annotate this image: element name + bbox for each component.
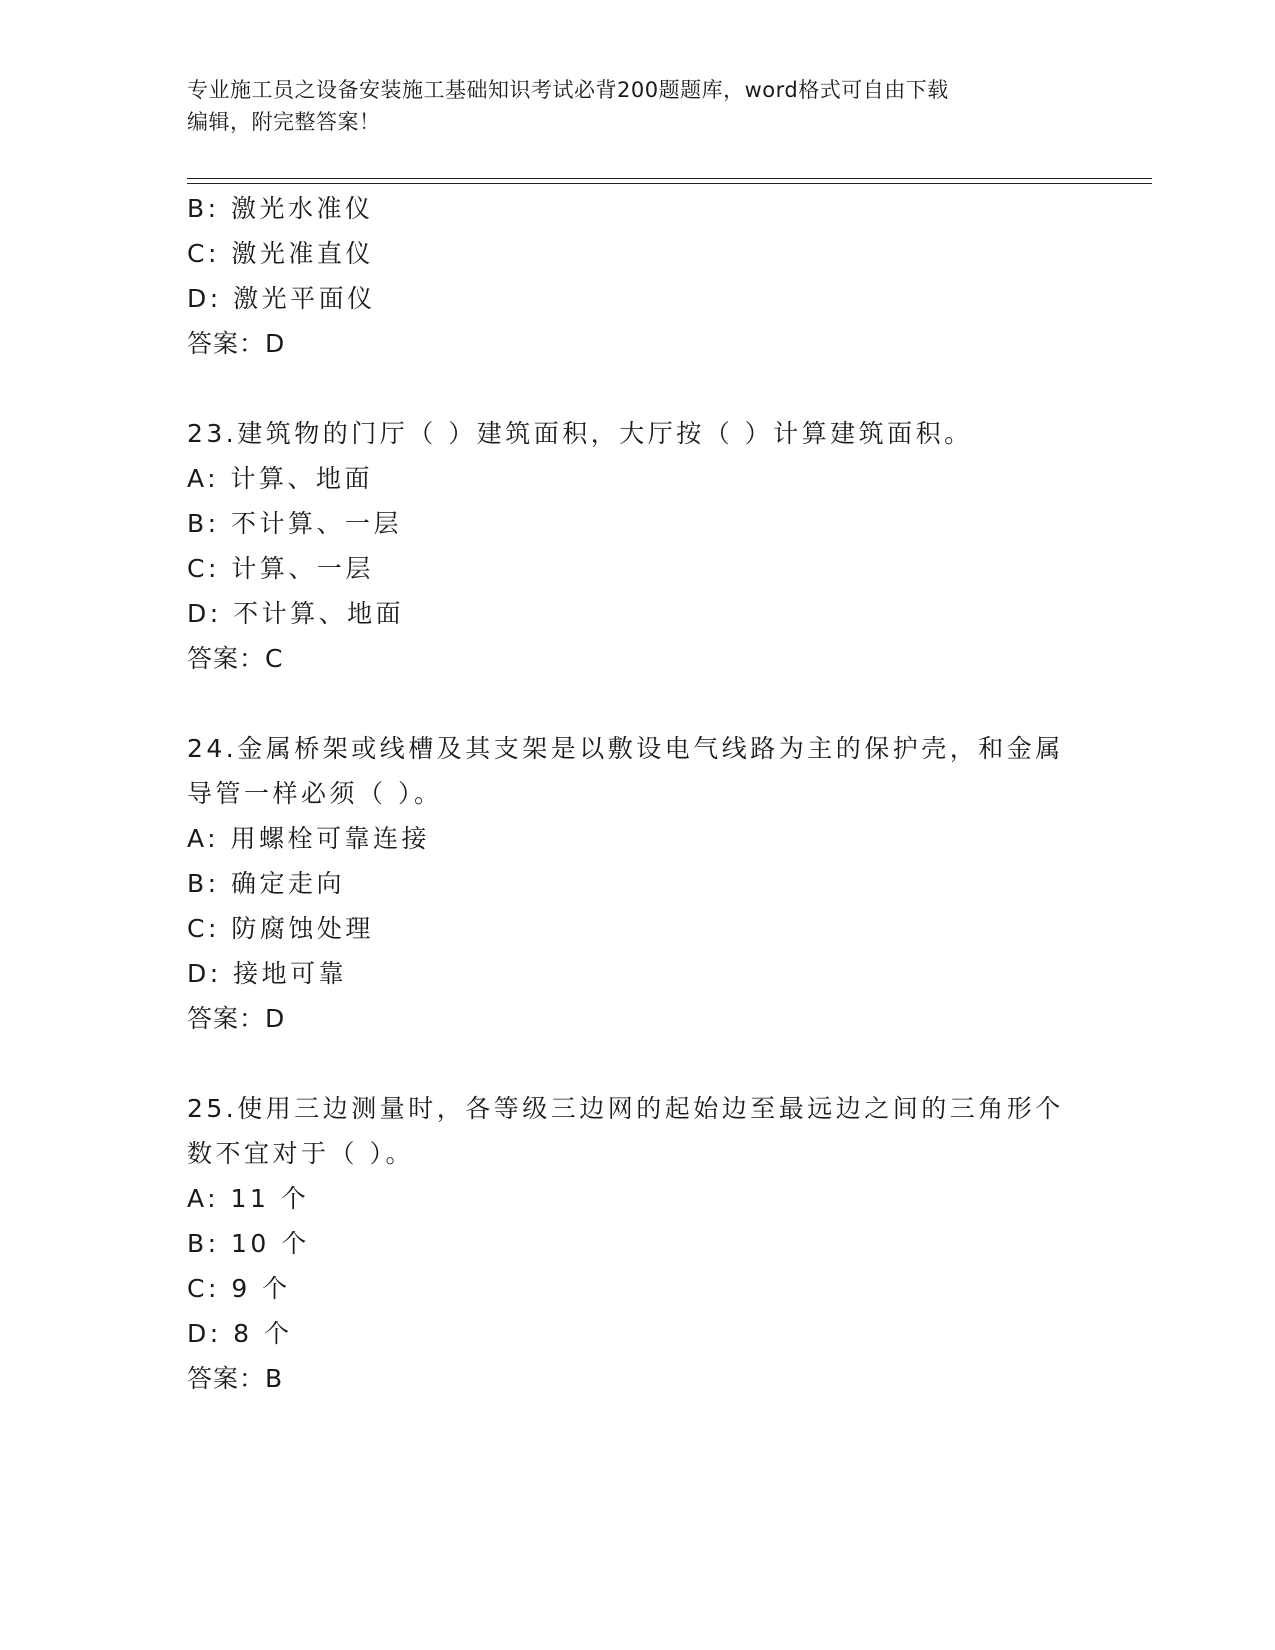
q23-option-b: B: 不计算、一层 — [187, 509, 403, 538]
q24-option-b: B: 确定走向 — [187, 869, 346, 898]
q25-question-line-1: 25.使用三边测量时，各等级三边网的起始边至最远边之间的三角形个 — [187, 1094, 1064, 1123]
q22-option-b: B: 激光水准仪 — [187, 194, 374, 223]
q25-option-d: D: 8 个 — [187, 1319, 293, 1348]
header-divider-bottom — [187, 183, 1152, 184]
q22-option-d: D: 激光平面仪 — [187, 284, 376, 313]
page-header — [187, 74, 1067, 138]
header-divider-top — [187, 178, 1152, 179]
q24-option-d: D: 接地可靠 — [187, 959, 348, 988]
q23-answer: 答案：C — [187, 644, 284, 673]
q22-option-c: C: 激光准直仪 — [187, 239, 374, 268]
q25-answer: 答案：B — [187, 1364, 284, 1393]
q25-question-line-2: 数不宜对于（ ）。 — [187, 1139, 414, 1168]
q23-question: 23.建筑物的门厅（ ）建筑面积，大厅按（ ）计算建筑面积。 — [187, 419, 973, 448]
header-title-line-2: 编辑，附完整答案！ — [187, 110, 381, 134]
q23-option-a: A: 计算、地面 — [187, 464, 374, 493]
q24-question-line-1: 24.金属桥架或线槽及其支架是以敷设电气线路为主的保护壳，和金属 — [187, 734, 1064, 763]
q23-option-d: D: 不计算、地面 — [187, 599, 405, 628]
q25-option-c: C: 9 个 — [187, 1274, 291, 1303]
q25-option-b: B: 10 个 — [187, 1229, 310, 1258]
q24-option-a: A: 用螺栓可靠连接 — [187, 824, 431, 853]
q24-question-line-2: 导管一样必须（ ）。 — [187, 779, 443, 808]
header-title-line-1: 专业施工员之设备安装施工基础知识考试必背200题题库，word格式可自由下载 — [187, 78, 949, 102]
q24-answer: 答案：D — [187, 1004, 286, 1033]
q22-answer: 答案：D — [187, 329, 286, 358]
q23-option-c: C: 计算、一层 — [187, 554, 374, 583]
q25-option-a: A: 11 个 — [187, 1184, 310, 1213]
q24-option-c: C: 防腐蚀处理 — [187, 914, 374, 943]
